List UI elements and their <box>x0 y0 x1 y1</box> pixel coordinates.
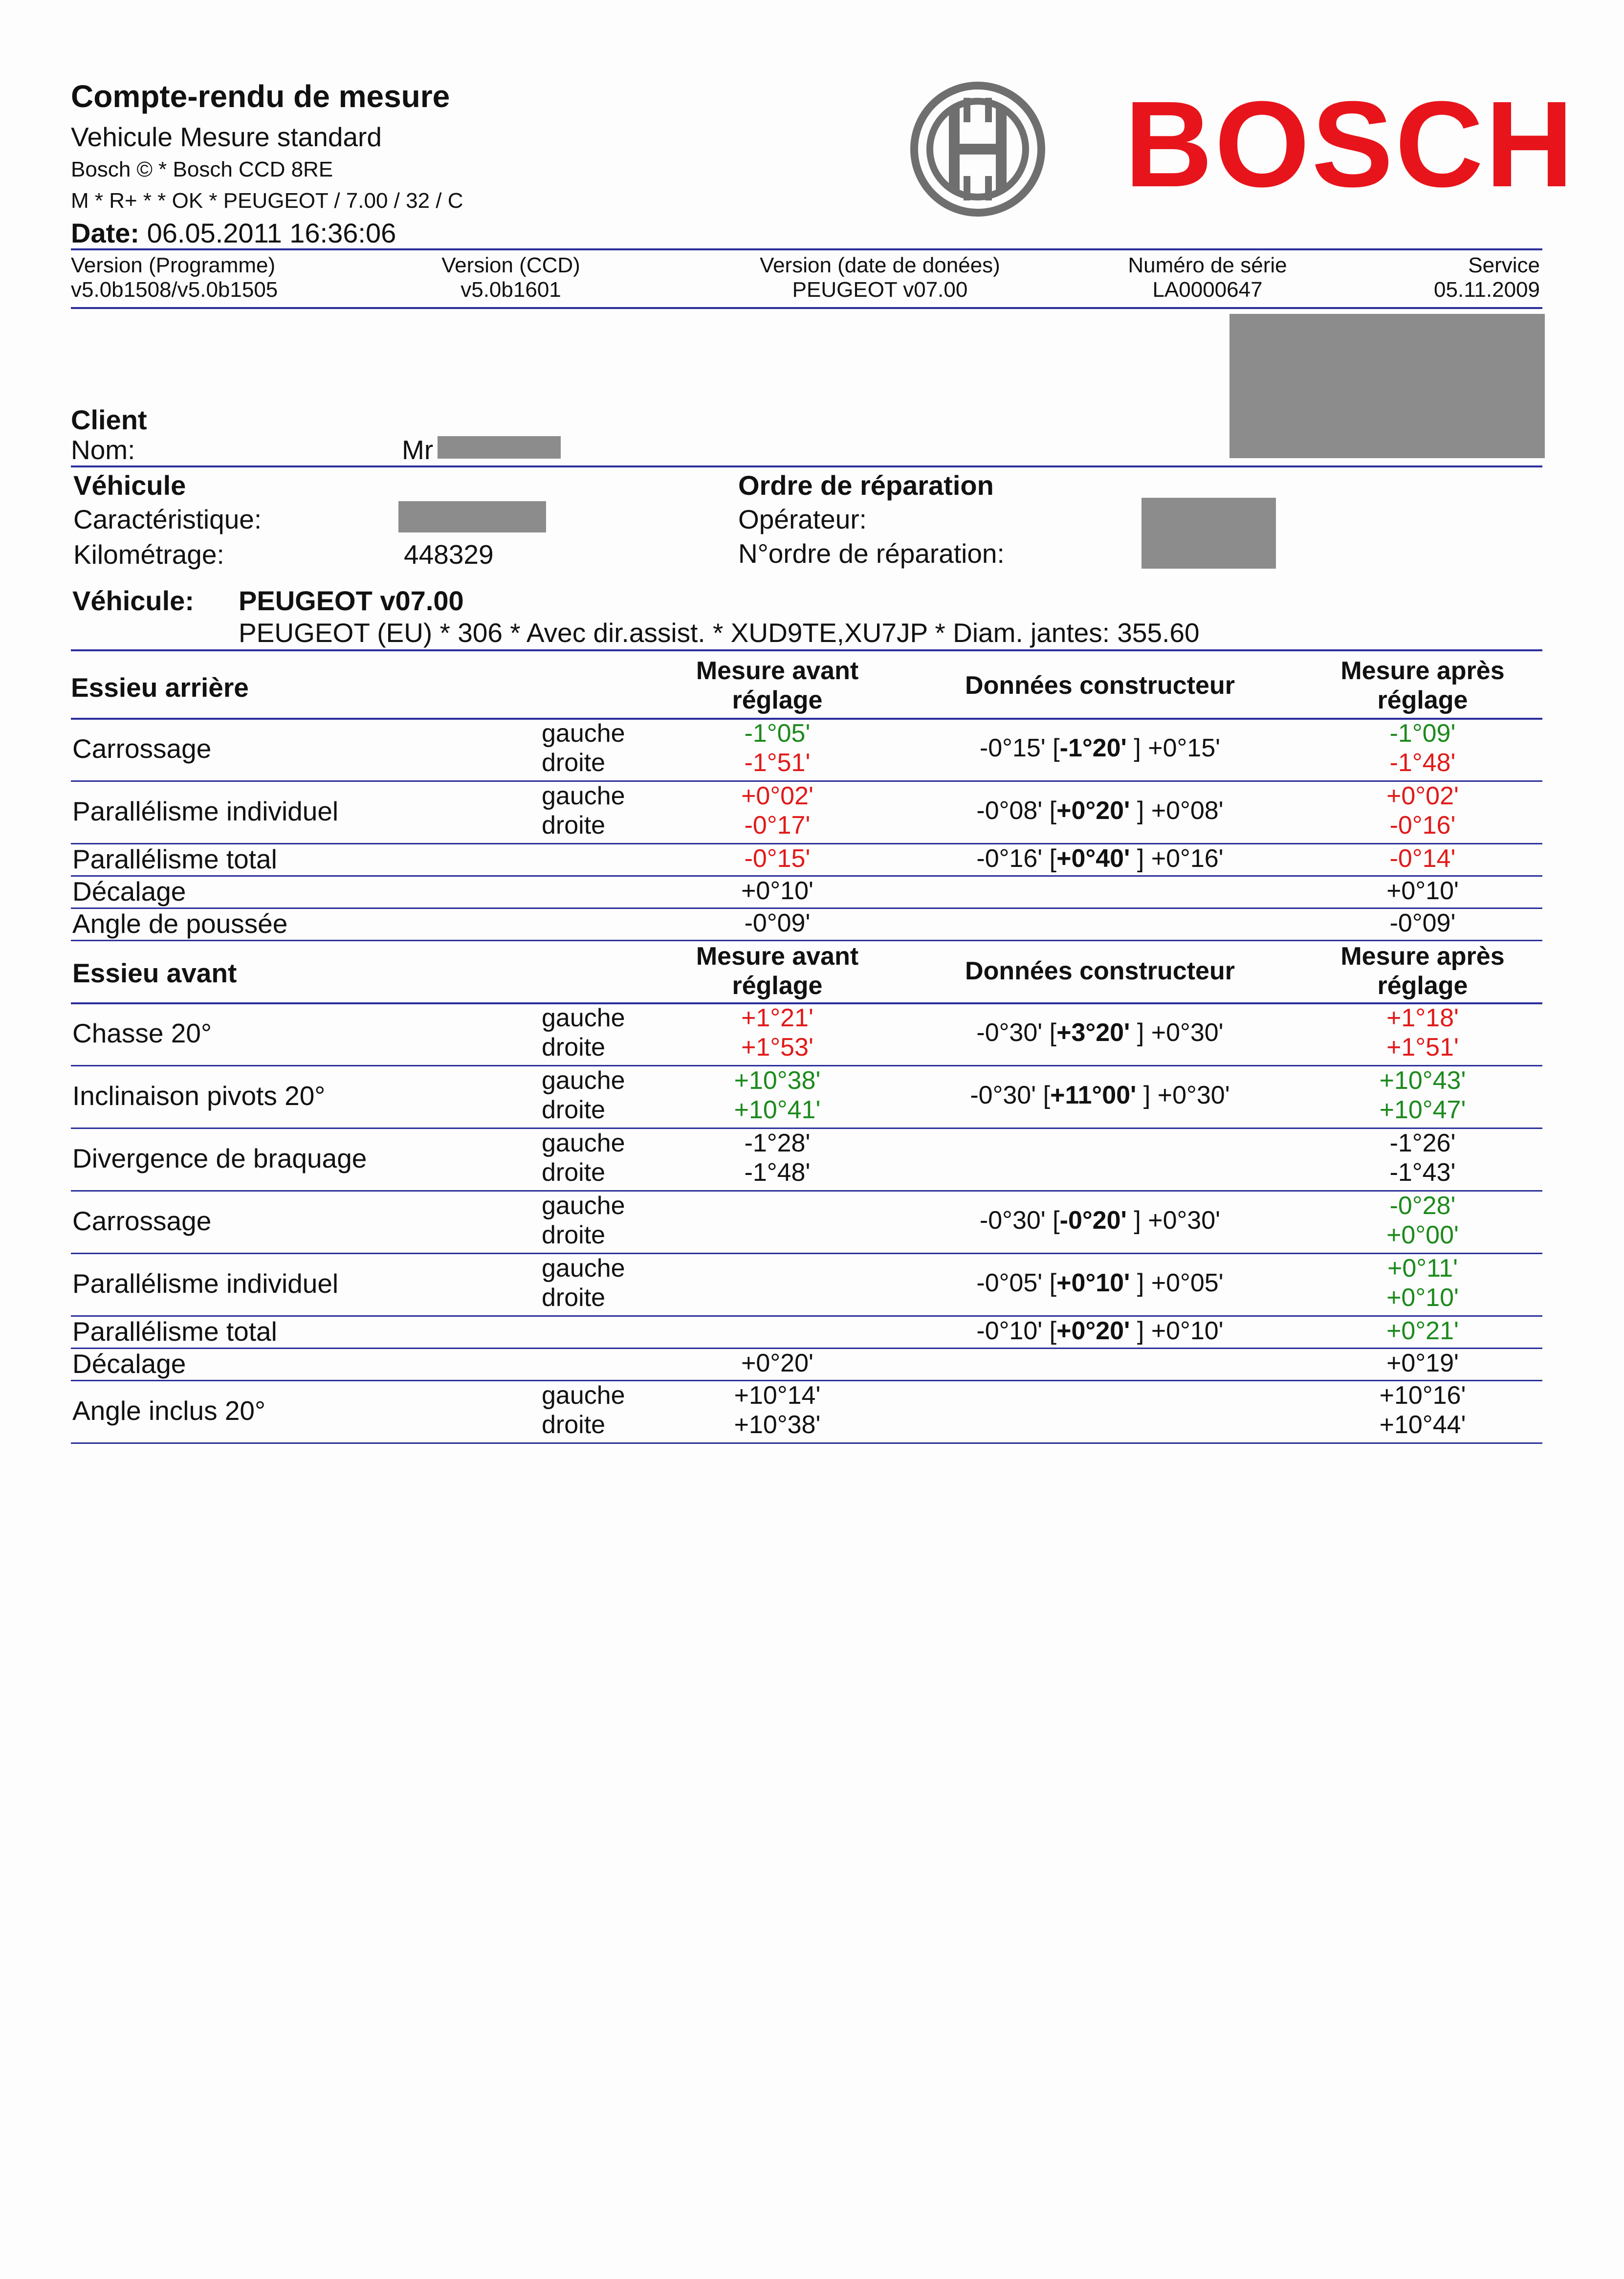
serial-number <box>1100 253 1315 302</box>
before-value: +10°14' <box>734 1381 821 1410</box>
row-label: Carrossage <box>72 733 212 764</box>
row-rule <box>71 940 1542 941</box>
spec-min: -0°30' <box>970 1081 1036 1109</box>
service-date <box>1393 253 1540 302</box>
version-data <box>704 253 1056 302</box>
spec-max: +0°30' <box>1148 1206 1221 1235</box>
row-rule <box>71 1253 1542 1254</box>
after-value: +0°02' <box>1386 782 1459 810</box>
spec-value: -0°05' [+0°10' ] +0°05' <box>976 1269 1224 1297</box>
row-label: Carrossage <box>72 1206 212 1236</box>
before-header-line2: réglage <box>732 686 823 714</box>
version-programme <box>71 253 278 302</box>
client-heading: Client <box>71 404 147 435</box>
after-value: +10°47' <box>1379 1096 1466 1124</box>
characteristic-label: Caractéristique: <box>73 504 262 534</box>
version-ccd-value: v5.0b1601 <box>461 278 561 302</box>
version-programme-label: Version (Programme) <box>71 253 276 277</box>
redacted-name <box>438 436 561 459</box>
after-value: +0°10' <box>1386 877 1459 905</box>
rear-axle-title: Essieu arrière <box>71 672 249 703</box>
order-heading: Ordre de réparation <box>738 470 994 501</box>
version-programme-value: v5.0b1508/v5.0b1505 <box>71 278 278 302</box>
service-date-label: Service <box>1468 253 1540 277</box>
before-value: +0°20' <box>741 1349 813 1377</box>
spec-value: -0°30' [+3°20' ] +0°30' <box>976 1018 1224 1047</box>
side-left-label: gauche <box>542 1129 625 1157</box>
before-value: +1°21' <box>741 1004 813 1032</box>
before-value: -1°48' <box>744 1158 811 1187</box>
front-spec-header: Données constructeur <box>965 957 1235 985</box>
after-value: +0°10' <box>1386 1283 1459 1312</box>
after-value: +0°11' <box>1387 1254 1458 1283</box>
spec-min: -0°05' <box>976 1269 1043 1297</box>
after-value: -1°09' <box>1389 719 1456 748</box>
after-value: -1°48' <box>1389 749 1456 777</box>
row-label: Parallélisme total <box>72 844 277 874</box>
after-value: +1°51' <box>1386 1033 1459 1062</box>
before-value: +10°41' <box>734 1096 821 1124</box>
spec-min: -0°30' <box>979 1206 1046 1235</box>
spec-min: -0°15' <box>979 734 1046 762</box>
row-label: Décalage <box>72 876 186 907</box>
rear-before-header <box>689 656 865 715</box>
spec-max: +0°16' <box>1151 844 1224 873</box>
spec-max: +0°10' <box>1151 1317 1224 1345</box>
row-rule <box>71 1315 1542 1317</box>
operator-label: Opérateur: <box>738 504 867 534</box>
before-value: -0°17' <box>744 811 811 840</box>
redacted-operator <box>1141 498 1276 569</box>
after-value: -0°09' <box>1389 909 1456 937</box>
spec-min: -0°30' <box>976 1018 1043 1047</box>
row-label: Parallélisme individuel <box>72 796 339 826</box>
mileage-value: 448329 <box>404 539 494 570</box>
spec-value: -0°08' [+0°20' ] +0°08' <box>976 797 1224 825</box>
bosch-wordmark: BOSCH <box>1124 76 1576 212</box>
before-value: +10°38' <box>734 1411 821 1439</box>
after-header-line2: réglage <box>1377 686 1468 714</box>
client-name-label: Nom: <box>71 435 135 465</box>
rear-spec-header: Données constructeur <box>965 671 1235 700</box>
service-date-value: 05.11.2009 <box>1434 278 1540 302</box>
after-header-line1: Mesure après <box>1340 942 1505 971</box>
spec-nominal: +0°40' <box>1056 844 1130 873</box>
spec-nominal: -0°20' <box>1059 1206 1127 1235</box>
before-header-line1: Mesure avant <box>696 942 859 971</box>
vehicle-rule <box>71 649 1542 651</box>
spec-value: -0°10' [+0°20' ] +0°10' <box>976 1317 1224 1345</box>
redacted-block <box>1229 314 1545 458</box>
row-label: Angle de poussée <box>72 908 288 939</box>
side-right-label: droite <box>542 1221 606 1249</box>
front-before-header <box>689 942 865 1000</box>
spec-nominal: +11°00' <box>1050 1081 1137 1109</box>
side-left-label: gauche <box>542 719 625 748</box>
side-left-label: gauche <box>542 1192 625 1220</box>
before-value: +0°02' <box>741 782 813 810</box>
report-subtitle: Vehicule Mesure standard <box>71 122 382 152</box>
spec-value: -0°30' [-0°20' ] +0°30' <box>979 1206 1221 1235</box>
after-value: +0°21' <box>1386 1317 1459 1345</box>
side-right-label: droite <box>542 1283 606 1312</box>
redacted-characteristic <box>398 501 546 532</box>
after-value: +0°19' <box>1386 1349 1459 1377</box>
row-label: Décalage <box>72 1349 186 1379</box>
spec-max: +0°05' <box>1151 1269 1224 1297</box>
spec-max: +0°30' <box>1151 1018 1224 1047</box>
before-value: -1°51' <box>744 749 811 777</box>
device-line: Bosch © * Bosch CCD 8RE <box>71 157 333 181</box>
date-label: Date: <box>71 218 140 248</box>
before-value: +10°38' <box>734 1066 821 1095</box>
serial-number-label: Numéro de série <box>1128 253 1287 277</box>
vehicle-label: Véhicule: <box>72 585 194 616</box>
spec-nominal: +0°20' <box>1056 1317 1130 1345</box>
after-value: +10°43' <box>1379 1066 1466 1095</box>
version-data-label: Version (date de donées) <box>760 253 1000 277</box>
side-left-label: gauche <box>542 1381 625 1410</box>
spec-min: -0°08' <box>976 797 1043 825</box>
spec-nominal: -1°20' <box>1059 734 1127 762</box>
after-header-line2: réglage <box>1377 972 1468 1000</box>
row-label: Divergence de braquage <box>72 1143 367 1173</box>
spec-max: +0°30' <box>1157 1081 1230 1109</box>
before-value: -1°28' <box>744 1129 811 1157</box>
row-label: Inclinaison pivots 20° <box>72 1081 326 1111</box>
spec-value: -0°16' [+0°40' ] +0°16' <box>976 844 1224 873</box>
after-header-line1: Mesure après <box>1340 657 1505 685</box>
vehicle-model: PEUGEOT v07.00 <box>239 585 464 616</box>
side-right-label: droite <box>542 749 606 777</box>
side-right-label: droite <box>542 1411 606 1439</box>
spec-max: +0°08' <box>1151 797 1224 825</box>
order-number-label: N°ordre de réparation: <box>738 538 1005 569</box>
spec-nominal: +0°20' <box>1056 797 1130 825</box>
side-left-label: gauche <box>542 1254 625 1283</box>
spec-nominal: +0°10' <box>1056 1269 1130 1297</box>
row-label: Parallélisme total <box>72 1316 277 1347</box>
side-right-label: droite <box>542 1158 606 1187</box>
side-right-label: droite <box>542 1096 606 1124</box>
version-ccd <box>413 253 609 302</box>
versions-rule <box>71 307 1542 309</box>
mileage-label: Kilométrage: <box>73 539 224 570</box>
after-value: -0°28' <box>1389 1192 1456 1220</box>
front-axle-title: Essieu avant <box>72 958 237 988</box>
before-value: +0°10' <box>741 877 813 905</box>
client-rule <box>71 465 1542 467</box>
spec-max: +0°15' <box>1148 734 1221 762</box>
spec-min: -0°10' <box>976 1317 1043 1345</box>
report-date <box>71 217 396 249</box>
vehicle-heading: Véhicule <box>73 470 186 501</box>
row-label: Angle inclus 20° <box>72 1395 266 1426</box>
after-value: +10°44' <box>1379 1411 1466 1439</box>
before-header-line2: réglage <box>732 972 823 1000</box>
side-left-label: gauche <box>542 1066 625 1095</box>
version-ccd-label: Version (CCD) <box>441 253 580 277</box>
side-left-label: gauche <box>542 782 625 810</box>
version-data-value: PEUGEOT v07.00 <box>792 278 968 302</box>
after-value: -1°26' <box>1389 1129 1456 1157</box>
before-value: -1°05' <box>744 719 811 748</box>
before-value: -0°09' <box>744 909 811 937</box>
row-rule <box>71 1190 1542 1192</box>
before-header-line1: Mesure avant <box>696 657 859 685</box>
after-value: -1°43' <box>1389 1158 1456 1187</box>
row-label: Chasse 20° <box>72 1018 212 1048</box>
front-after-header <box>1335 942 1511 1000</box>
before-value: +1°53' <box>741 1033 813 1062</box>
after-value: -0°16' <box>1389 811 1456 840</box>
spec-value: -0°15' [-1°20' ] +0°15' <box>979 734 1221 762</box>
spec-nominal: +3°20' <box>1056 1018 1130 1047</box>
status-line: M * R+ * * OK * PEUGEOT / 7.00 / 32 / C <box>71 189 463 213</box>
spec-value: -0°30' [+11°00' ] +0°30' <box>970 1081 1230 1109</box>
after-value: +0°00' <box>1386 1221 1459 1249</box>
serial-number-value: LA0000647 <box>1152 278 1263 302</box>
client-name-value: Mr <box>402 435 434 465</box>
before-value: -0°15' <box>744 844 811 873</box>
side-right-label: droite <box>542 811 606 840</box>
report-title: Compte-rendu de mesure <box>71 79 450 114</box>
side-left-label: gauche <box>542 1004 625 1032</box>
bosch-armature-logo-icon <box>907 78 1049 220</box>
vehicle-details: PEUGEOT (EU) * 306 * Avec dir.assist. * XUD9TE,XU7JP * Diam. jantes: 355.60 <box>239 618 1200 648</box>
after-value: -0°14' <box>1389 844 1456 873</box>
date-value: 06.05.2011 16:36:06 <box>147 218 396 248</box>
side-right-label: droite <box>542 1033 606 1062</box>
header-rule <box>71 248 1542 250</box>
row-label: Parallélisme individuel <box>72 1268 339 1299</box>
row-rule <box>71 1442 1542 1444</box>
after-value: +1°18' <box>1386 1004 1459 1032</box>
after-value: +10°16' <box>1379 1381 1466 1410</box>
spec-min: -0°16' <box>976 844 1043 873</box>
rear-after-header <box>1335 656 1511 715</box>
